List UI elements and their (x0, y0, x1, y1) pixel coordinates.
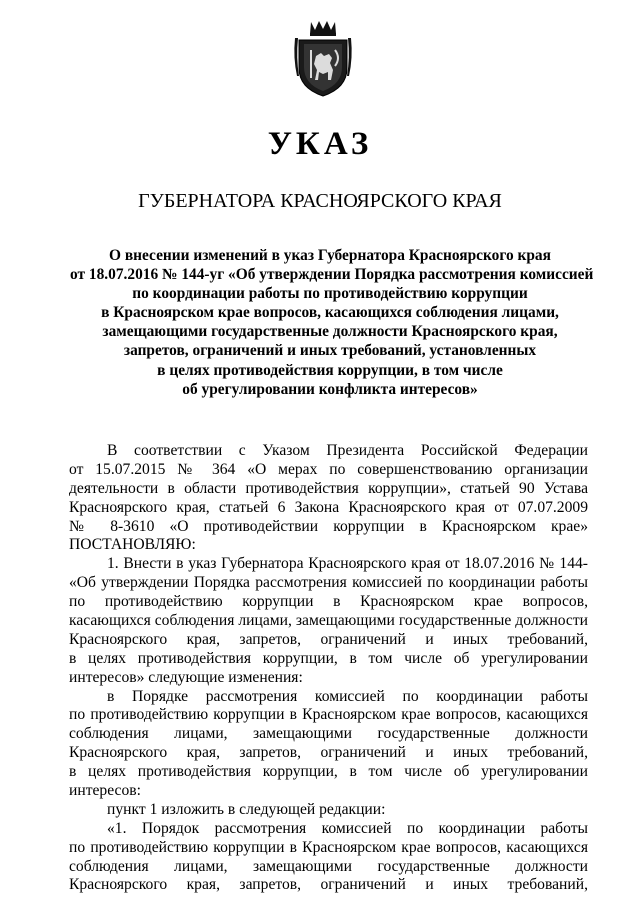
body-line: соблюдения лицами, замещающими государственные должности (69, 725, 588, 743)
body-line: в целях противодействия коррупции, в том числе об урегулировании (69, 763, 588, 781)
body-line: от 15.07.2015 № 364 «О мерах по совершенствованию организации (69, 460, 588, 478)
krasnoyarsk-coat-of-arms-icon (293, 18, 353, 98)
body-line: Красноярского края, запретов, ограничений и иных требований, (69, 630, 588, 648)
heading-line: об урегулировании конфликта интересов» (182, 380, 478, 398)
heading-line: в Красноярском крае вопросов, касающихся соблюдения лицами, (101, 304, 559, 322)
decree-body (69, 442, 588, 895)
body-line: интересов» следующие изменения: (69, 668, 303, 686)
decree-heading (70, 246, 594, 399)
body-line: «1. Порядок рассмотрения комиссией по координации работы (107, 819, 588, 837)
body-line: пункт 1 изложить в следующей редакции: (107, 800, 386, 818)
heading-line: от 18.07.2016 № 144-уг «Об утверждении Порядка рассмотрения комиссией (70, 266, 594, 284)
body-line: деятельности в области противодействия коррупции», статьей 90 Устава (69, 479, 588, 497)
heading-line: в целях противодействия коррупции, в том числе (157, 361, 503, 379)
body-line: ПОСТАНОВЛЯЮ: (69, 536, 196, 554)
body-line: Красноярского края, запретов, ограничений и иных требований, (69, 876, 588, 894)
body-line: 1. Внести в указ Губернатора Красноярского края от 18.07.2016 № 144- (107, 555, 588, 573)
body-line: соблюдения лицами, замещающими государственные должности (69, 857, 588, 875)
body-line: Красноярского края, запретов, ограничений и иных требований, (69, 744, 588, 762)
body-line: № 8-3610 «О противодействии коррупции в Красноярском крае» (69, 517, 588, 535)
document-issuer: ГУБЕРНАТОРА КРАСНОЯРСКОГО КРАЯ (138, 190, 502, 212)
body-line: «Об утверждении Порядка рассмотрения комиссией по координации работы (69, 574, 588, 592)
heading-line: замещающими государственные должности Красноярского края, (102, 323, 558, 341)
body-line: по противодействию коррупции в Красноярском крае вопросов, касающихся (69, 838, 588, 856)
body-line: В соответствии с Указом Президента Российской Федерации (107, 442, 588, 459)
heading-line: по координации работы по противодействию коррупции (132, 285, 528, 303)
body-line: Красноярского края, статьей 6 Закона Красноярского края от 07.07.2009 (69, 498, 588, 516)
body-line: по противодействию коррупции в Красноярском крае вопросов, (69, 593, 588, 611)
body-line: касающихся соблюдения лицами, замещающими государственные должности (69, 612, 588, 630)
body-line: интересов: (69, 782, 141, 800)
body-line: в Порядке рассмотрения комиссией по координации работы (107, 687, 588, 705)
document-title: УКАЗ (267, 126, 373, 162)
heading-line: запретов, ограничений и иных требований, установленных (123, 342, 537, 360)
body-line: по противодействию коррупции в Красноярском крае вопросов, касающихся (69, 706, 588, 724)
heading-line: О внесении изменений в указ Губернатора Красноярского края (109, 247, 551, 264)
body-line: в целях противодействия коррупции, в том числе об урегулировании (69, 649, 588, 667)
